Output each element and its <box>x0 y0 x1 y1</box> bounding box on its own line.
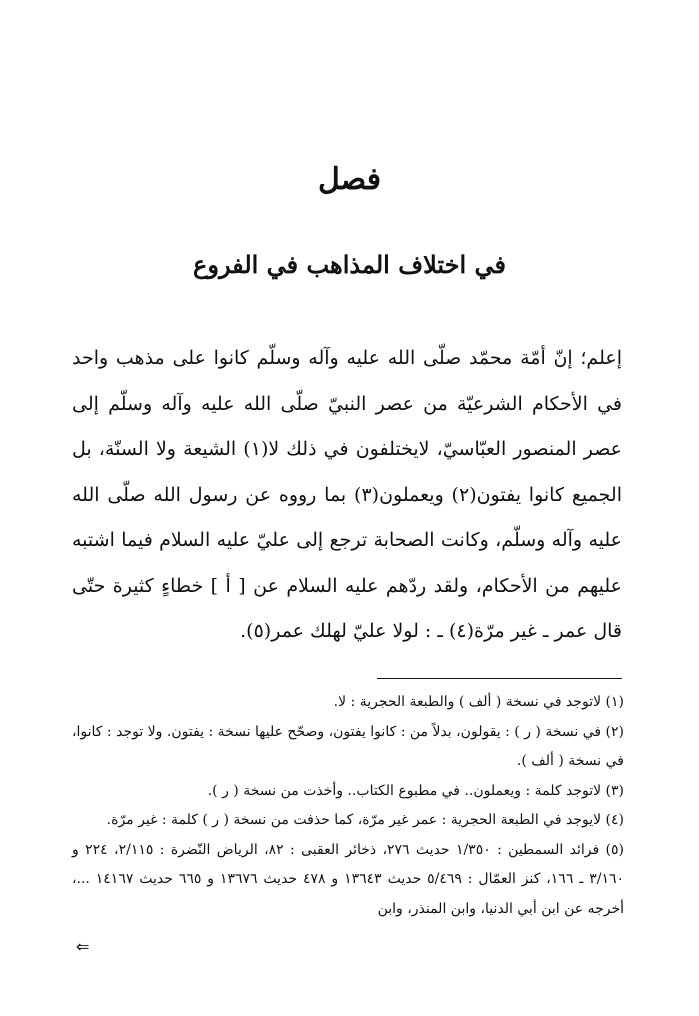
footnote-2: (٢) في نسخة ( ر ) : يقولون، بدلاً من : كانوا يفتون، وصحّح عليها نسخة : يفتون. ولا توجد : كانوا، في نسخة ( ألف ). <box>72 723 624 769</box>
footnote-3: (٣) لاتوجد كلمة : ويعملون.. في مطبوع الكتاب.. وأخذت من نسخة ( ر ). <box>207 782 624 799</box>
footnote-4: (٤) لايوجد في الطبعة الحجرية : عمر غير مرّة، كما حذفت من نسخة ( ر ) كلمة : غير مرّة. <box>106 812 624 828</box>
footnote-1: (١) لاتوجد في نسخة ( ألف ) والطبعة الحجرية : لا. <box>333 694 624 710</box>
footnote-divider <box>377 678 622 679</box>
body-paragraph: إعلم؛ إنّ أمّة محمّد صلّى الله عليه وآله وسلّم كانوا على مذهب واحد في الأحكام الشرعيّة من عصر النبيّ صلّى الله عليه وآله وسلّم إلى عصر المنصور العبّاسيّ، لايختلفون في ذلك لا(١) الشيعة ولا السنّة، بل الجميع كانوا يفتون(٢) ويعملون(٣) بما رووه عن رسول الله صلّى الله عليه وآله وسلّم، وكانت الصحابة ترجع إلى عليّ عليه السلام فيما اشتبه عليهم من الأحكام، ولقد ردّهم عليه السلام عن [ أ ] خطاءٍ كثيرة حتّى قال عمر ـ غير مرّة(٤) ـ : لولا عليّ لهلك عمر(٥). <box>72 347 623 642</box>
footnote-5: (٥) فرائد السمطين : ١/٣٥٠ حديث ٢٧٦، ذخائر العقبى : ٨٢، الرياض النّضرة : ٢/١١٥، ٢٢٤ و ٣/١٦٠ ـ ١٦٦، كنز العمّال : ٥/٤٦٩ حديث ١٣٦٤٣ و ٤٧٨ حديث ١٣٦٧٦ و ٦٦٥ حديث ١٤١٦٧ ...، أخرجه عن ابن أبي الدنيا، وابن المنذر، وابن <box>72 841 625 917</box>
section-subtitle: في اختلاف المذاهب في الفروع <box>193 250 506 279</box>
continuation-arrow-icon: ⇐ <box>76 937 90 956</box>
footnotes <box>72 688 624 924</box>
section-title: فصل <box>317 162 382 197</box>
main-text <box>72 336 622 655</box>
